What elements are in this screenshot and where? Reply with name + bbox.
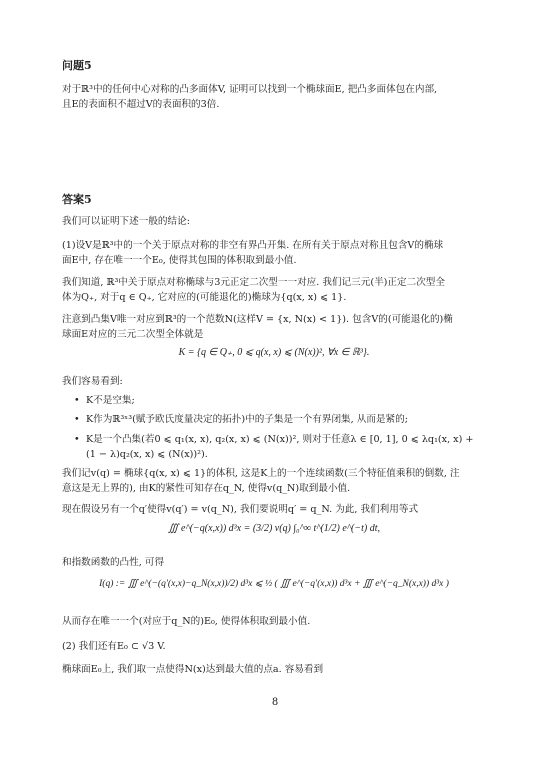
equation-gaussian-integral: ∭ e^(−q(x,x)) d³x = (3/2) v(q) ∫₀^∞ t^(1/2) e^(−t) dt, (167, 523, 381, 534)
bullet-item-2 (74, 412, 486, 427)
paragraph-8: (2) 我们还有E₀ ⊂ √3 V. (62, 641, 166, 652)
page-number: 8 (271, 697, 279, 708)
bullet-dot: • (74, 414, 80, 425)
bullet-dot: • (74, 395, 80, 406)
paragraph-6: 和指数函数的凸性, 可得 (62, 557, 165, 568)
paragraph-2-line-2: 体为Q₊, 对于q ∈ Q₊, 它对应的(可能退化的)椭球为{q(x, x) ⩽ 1}. (62, 292, 347, 303)
bullet-dot: • (74, 434, 80, 445)
paragraph-1-line-2: 面E中, 存在唯一一个E₀, 使得其包围的体积取到最小值. (62, 255, 297, 266)
bullet-text: K作为ℝ³ˣ³(赋予欧氏度量决定的拓扑)中的子集是一个有界闭集, 从而是紧的; (86, 414, 408, 425)
paragraph-4-line-1: 我们记v(q) = 椭球{q(x, x) ⩽ 1}的体积, 这是K上的一个连续函数(三个特征值乘积的倒数, 注 (62, 468, 460, 479)
equation-k-set: K = {q ∈ Q₊, 0 ⩽ q(x, x) ⩽ (N(x))², ∀x ∈ ℝ³}. (178, 347, 370, 358)
paragraph-7: 从而存在唯一一个(对应于q_N的)E₀, 使得体积取到最小值. (62, 616, 311, 627)
paragraph-5: 现在假设另有一个q′使得v(q′) = v(q_N), 我们要说明q′ = q_N. 为此, 我们利用等式 (62, 504, 419, 515)
problem-line-2: 且E的表面积不超过V的表面积的3倍. (62, 99, 220, 110)
equation-convexity: I(q) := ∭ e^(−(q′(x,x)−q_N(x,x))/2) d³x ⩽ ½ ( ∭ e^(−q′(x,x)) d³x + ∭ e^(−q_N(x,x)) d³x ) (99, 579, 449, 589)
paragraph-2-line-1: 我们知道, ℝ³中关于原点对称椭球与3元正定二次型一一对应. 我们记三元(半)正定二次型全 (62, 277, 445, 288)
answer-intro: 我们可以证明下述一般的结论: (62, 216, 190, 227)
bullet-item-3-line-2: (1 − λ)q₂(x, x) ⩽ (N(x))²). (86, 449, 208, 460)
problem-heading: 问题5 (62, 59, 92, 72)
paragraph-4-line-2: 意这是无上界的), 由K的紧性可知存在q_N, 使得v(q_N)取到最小值. (62, 483, 351, 494)
easy-to-see: 我们容易看到: (62, 376, 123, 387)
bullet-item-3 (74, 432, 486, 447)
paragraph-1-line-1: (1)设V是ℝ³中的一个关于原点对称的非空有界凸开集. 在所有关于原点对称且包含V的椭球 (62, 240, 444, 251)
paragraph-3-line-2: 球面E对应的三元二次型全体就是 (62, 329, 204, 340)
paragraph-9: 椭球面E₀上, 我们取一点使得N(x)达到最大值的点a. 容易看到 (62, 664, 324, 675)
bullet-item-1 (74, 393, 486, 408)
answer-heading: 答案5 (62, 193, 92, 206)
problem-line-1: 对于ℝ³中的任何中心对称的凸多面体V, 证明可以找到一个椭球面E, 把凸多面体包在内部, (62, 84, 438, 95)
bullet-text: K是一个凸集(若0 ⩽ q₁(x, x), q₂(x, x) ⩽ (N(x))², 则对于任意λ ∈ [0, 1], 0 ⩽ λq₁(x, x) + (86, 434, 474, 445)
bullet-text: K不是空集; (86, 395, 135, 406)
paragraph-3-line-1: 注意到凸集V唯一对应到ℝ³的一个范数N(这样V = {x, N(x) < 1}). 包含V的(可能退化的)椭 (62, 314, 453, 325)
